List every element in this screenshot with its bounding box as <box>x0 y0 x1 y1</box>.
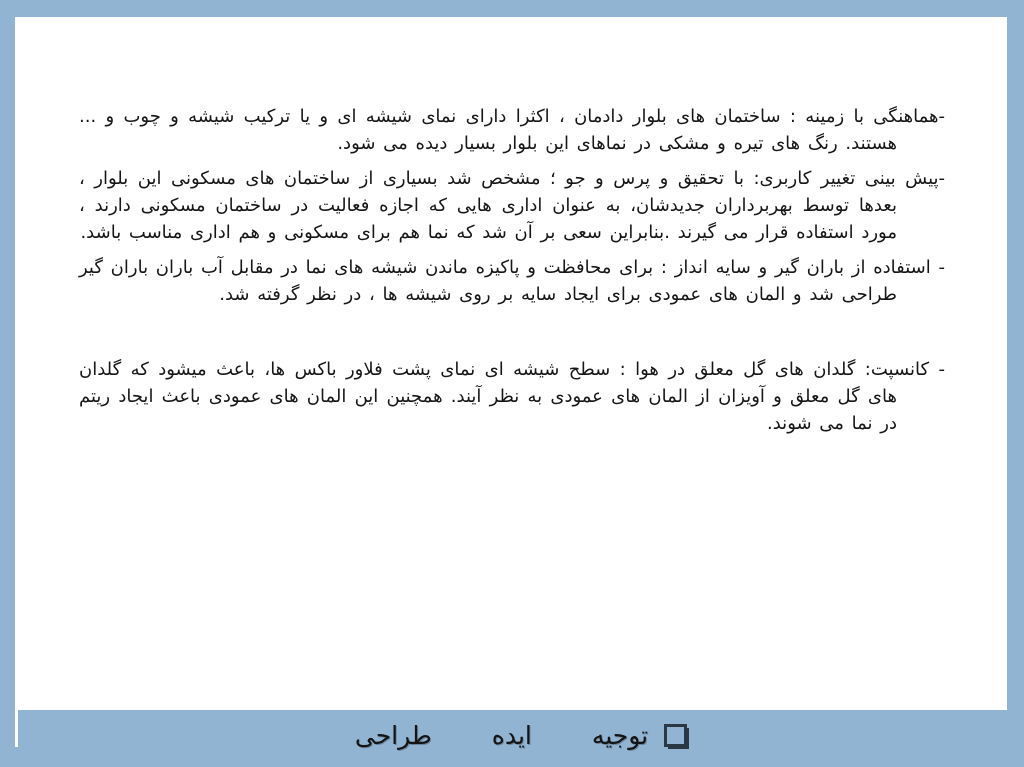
paragraph-rain-sun-shade: - استفاده از باران گیر و سایه انداز : برای محافظت و پاکیزه ماندن شیشه های نما در مقابل آب باران باران گیر طراحی شد و المان های عمودی برای ایجاد سایه بر روی شیشه ها ، در نظر گرفته شد. <box>79 257 945 305</box>
slide-body-text <box>79 103 945 445</box>
paragraph-concept: - کانسپت: گلدان های گل معلق در هوا : سطح شیشه ای نمای پشت فلاور باکس ها، باعث میشود که گلدان های گل معلق و آویزان از المان های عمودی به نظر آیند. همچنین این المان های عمودی باعث ایجاد ریتم در نما می شوند. <box>79 359 945 434</box>
paragraph-usage-change-forecast: -پیش بینی تغییر کاربری: با تحقیق و پرس و جو ؛ مشخص شد بسیاری از ساختمان های مسکونی این بلوار ، بعدها توسط بهربرداران جدیدشان، به عنوان اداری هایی که اجازه فعالیت در ساختمان مسکونی دارند ، مورد استفاده قرار می گیرند .بنابراین سعی بر آن شد که نما هم برای مسکونی و هم اداری مناسب باشد. <box>79 168 945 243</box>
paragraph-context-harmony: -هماهنگی با زمینه : ساختمان های بلوار دادمان ، اکثرا دارای نمای شیشه ای و یا ترکیب شیشه و چوب و ... هستند. رنگ های تیره و مشکی در نماهای این بلوار بسیار دیده می شود. <box>79 106 945 154</box>
shadowed-square-bullet-icon <box>664 724 687 747</box>
slide-title: توجیه ایده طراحی <box>354 721 649 750</box>
slide-content-surface <box>15 17 1007 747</box>
footer-title-band <box>18 710 1024 767</box>
footer-title <box>355 721 687 750</box>
